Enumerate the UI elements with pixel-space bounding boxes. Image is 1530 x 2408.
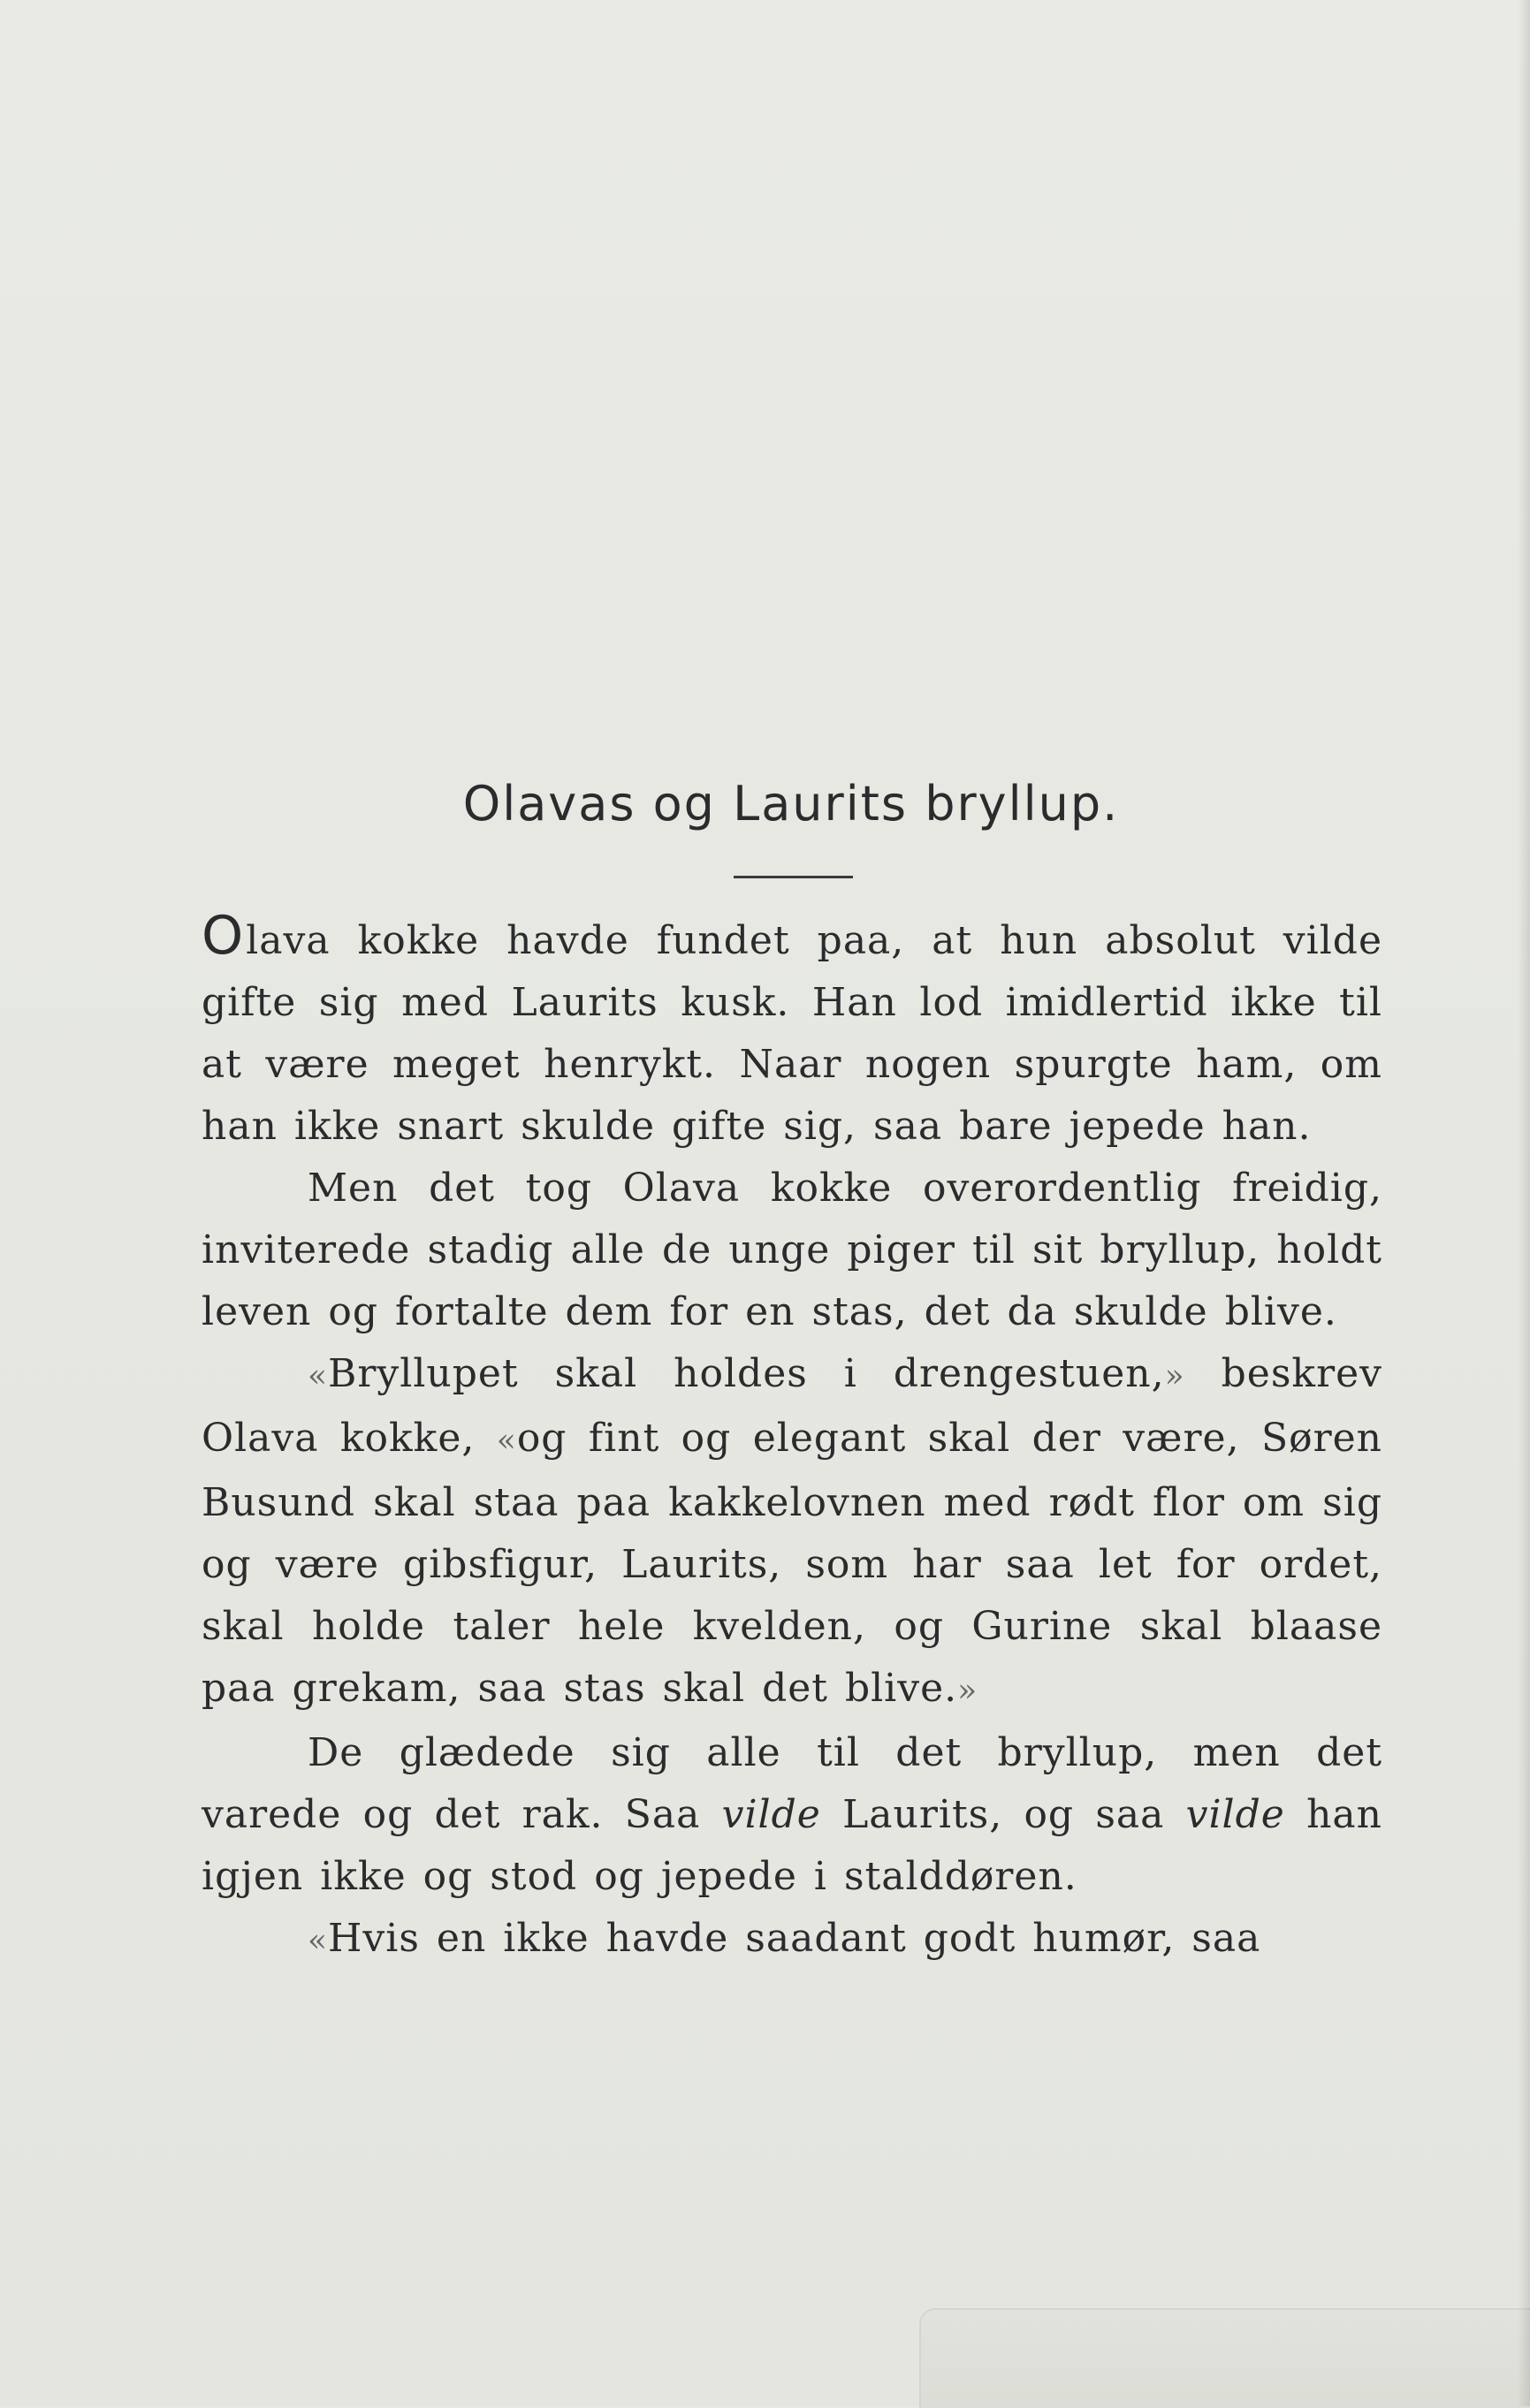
paragraph-3-text-c: og fint og elegant skal der være, Søren Busund skal staa paa kakkelovnen med rødt flor om sig og være gibsfigur, Laurits, som har saa let for ordet, skal holde taler hele kvelden, og Gurine skal blaase paa grekam, saa stas skal det blive. (202, 1416, 1382, 1711)
open-quote: « (308, 1358, 329, 1394)
close-quote: » (957, 1673, 978, 1709)
chapter-body (202, 905, 1382, 1972)
emphasis: vilde (1185, 1792, 1285, 1837)
paragraph-4-text-a: De glædede sig alle til det bryllup, men det varede og det rak. Saa (202, 1730, 1382, 1837)
paragraph-5 (202, 1908, 1382, 1972)
drop-cap: O (202, 905, 245, 967)
page-edge-shadow (1518, 0, 1530, 2406)
title-rule (734, 876, 853, 878)
paragraph-1 (202, 905, 1382, 1158)
paragraph-3 (202, 1343, 1382, 1722)
emphasis: vilde (721, 1792, 821, 1837)
paragraph-4-text-c: han igjen ikke og stod og jepede i stalddøren. (202, 1792, 1382, 1899)
open-quote: « (496, 1423, 517, 1459)
paragraph-4 (202, 1722, 1382, 1908)
paragraph-5-text: Hvis en ikke havde saadant godt humør, saa (328, 1916, 1261, 1961)
paragraph-3-text-b: beskrev Olava kokke, (202, 1351, 1382, 1461)
paragraph-3-text-a: Bryllupet skal holdes i drengestuen, (328, 1351, 1165, 1396)
paragraph-2: Men det tog Olava kokke overordentlig freidig, inviterede stadig alle de unge piger til sit bryllup, holdt leven og fortalte dem for en stas, det da skulde blive. (202, 1166, 1382, 1334)
close-quote: » (1164, 1358, 1185, 1394)
paragraph-4-text-b: Laurits, og saa (820, 1792, 1186, 1837)
open-quote: « (308, 1923, 329, 1959)
chapter-title: Olavas og Laurits bryllup. (462, 776, 1120, 832)
page-fold (919, 2308, 1530, 2408)
paragraph-1-text: lava kokke havde fundet paa, at hun absolut vilde gifte sig med Laurits kusk. Han lod imidlertid ikke til at være meget henrykt. Naar nogen spurgte ham, om han ikke snart skulde gifte sig, saa bare jepede han. (202, 918, 1382, 1149)
